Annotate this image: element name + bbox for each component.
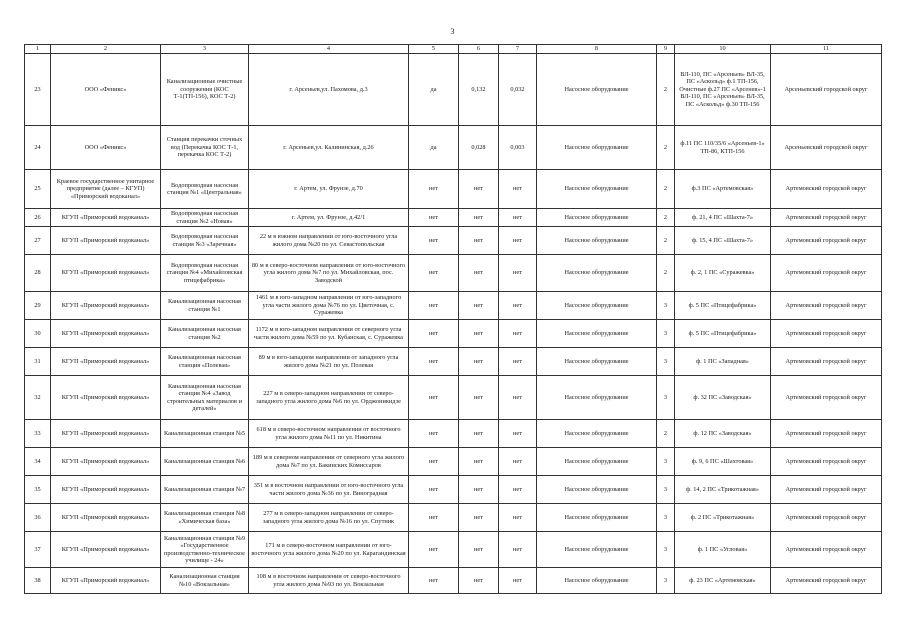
power-supply: ф. 32 ПС «Заводская» [675, 376, 771, 420]
flag-value: нет [409, 348, 459, 376]
flag-value: нет [409, 448, 459, 476]
municipal-district: Артемовский городской округ [771, 348, 882, 376]
flag-value: нет [409, 420, 459, 448]
flag-value: нет [409, 170, 459, 209]
value-b: 0,003 [499, 126, 537, 170]
facility-address: 1172 м в юго-западном направлении от северного угла части жилого дома №59 по ул. Кубанская, с. Суражевка [249, 320, 409, 348]
row-number: 27 [25, 227, 51, 255]
value-a: нет [459, 320, 499, 348]
category: 3 [657, 476, 675, 504]
value-a: нет [459, 376, 499, 420]
category: 3 [657, 320, 675, 348]
row-number: 29 [25, 292, 51, 320]
equipment-type: Насосное оборудование [537, 376, 657, 420]
organization-name: КГУП «Приморский водоканал» [51, 420, 161, 448]
organization-name: ООО «Феникс» [51, 54, 161, 126]
facility-name: Канализационная станция №5 [161, 420, 249, 448]
value-b: нет [499, 504, 537, 532]
facility-address: 1461 м в юго-западном направлении от юго-западного угла части жилого дома №76 по ул. Цветочная, с. Суражевка [249, 292, 409, 320]
table-row [25, 376, 882, 420]
facility-address: 22 м в южном направлении от юго-восточного угла жилого дома №20 по ул. Севастопольская [249, 227, 409, 255]
equipment-type: Насосное оборудование [537, 476, 657, 504]
facility-name: Канализационная станция №8 «Химическая база» [161, 504, 249, 532]
column-number: 8 [537, 45, 657, 54]
column-number: 3 [161, 45, 249, 54]
category: 2 [657, 420, 675, 448]
flag-value: нет [409, 227, 459, 255]
equipment-type: Насосное оборудование [537, 320, 657, 348]
category: 2 [657, 54, 675, 126]
value-b: нет [499, 568, 537, 594]
municipal-district: Артемовский городской округ [771, 320, 882, 348]
municipal-district: Артемовский городской округ [771, 476, 882, 504]
value-a: нет [459, 476, 499, 504]
facility-name: Станция перекачки сточных вод (Перекачка КОС Т-1, перекачка КОС Т-2) [161, 126, 249, 170]
facility-name: Канализационная станция №6 [161, 448, 249, 476]
municipal-district: Арсеньевский городской округ [771, 126, 882, 170]
organization-name: КГУП «Приморский водоканал» [51, 292, 161, 320]
category: 2 [657, 209, 675, 227]
value-b: нет [499, 292, 537, 320]
organization-name: КГУП «Приморский водоканал» [51, 227, 161, 255]
power-supply: ВЛ-110, ПС «Арсеньев» ВЛ-35, ПС «Аскольд» ф.1 ТП-156, Очистные ф.27 ПС «Арсенев»-1 ВЛ-110, ПС «Арсеньев» ВЛ-35, ПС «Аскольд» ф.30 ТП-156 [675, 54, 771, 126]
value-a: 0,028 [459, 126, 499, 170]
category: 3 [657, 348, 675, 376]
municipal-district: Артемовский городской округ [771, 170, 882, 209]
municipal-district: Артемовский городской округ [771, 376, 882, 420]
organization-name: КГУП «Приморский водоканал» [51, 376, 161, 420]
category: 3 [657, 376, 675, 420]
facility-name: Канализационная станция №7 [161, 476, 249, 504]
row-number: 26 [25, 209, 51, 227]
power-supply: ф.11 ПС 110/35/6 «Арсеньев-1» ТП-86, КТП-156 [675, 126, 771, 170]
row-number: 32 [25, 376, 51, 420]
table-row [25, 448, 882, 476]
facility-name: Канализационная насосная станция №4 «Завод строительных материалов и деталей» [161, 376, 249, 420]
organization-name: КГУП «Приморский водоканал» [51, 476, 161, 504]
flag-value: нет [409, 532, 459, 568]
power-supply: ф. 5 ПС «Птицефабрика» [675, 292, 771, 320]
value-a: нет [459, 448, 499, 476]
value-a: нет [459, 532, 499, 568]
equipment-type: Насосное оборудование [537, 420, 657, 448]
municipal-district: Артемовский городской округ [771, 448, 882, 476]
equipment-type: Насосное оборудование [537, 292, 657, 320]
facility-address: г. Артем, ул. Фрунзе, д.70 [249, 170, 409, 209]
value-b: нет [499, 255, 537, 292]
equipment-type: Насосное оборудование [537, 448, 657, 476]
power-supply: ф. 9, 6 ПС «Шахтовая» [675, 448, 771, 476]
table-row [25, 54, 882, 126]
organization-name: КГУП «Приморский водоканал» [51, 320, 161, 348]
table-row [25, 255, 882, 292]
flag-value: нет [409, 209, 459, 227]
value-a: нет [459, 227, 499, 255]
facility-name: Канализационная насосная станция №2 [161, 320, 249, 348]
value-b: нет [499, 376, 537, 420]
facility-address: 618 м в северо-восточном направлении от восточного угла жилого дома №11 по ул. Никитина [249, 420, 409, 448]
facility-name: Водопроводная насосная станция №4 «Михайловская птицефабрика» [161, 255, 249, 292]
row-number: 37 [25, 532, 51, 568]
organization-name: КГУП «Приморский водоканал» [51, 568, 161, 594]
category: 3 [657, 532, 675, 568]
table-row [25, 126, 882, 170]
row-number: 23 [25, 54, 51, 126]
table-row [25, 209, 882, 227]
table-row [25, 568, 882, 594]
power-supply: ф. 23 ПС «Артемовская» [675, 568, 771, 594]
column-number: 1 [25, 45, 51, 54]
value-a: нет [459, 420, 499, 448]
table-row [25, 227, 882, 255]
flag-value: нет [409, 568, 459, 594]
category: 2 [657, 170, 675, 209]
municipal-district: Артемовский городской округ [771, 504, 882, 532]
organization-name: КГУП «Приморский водоканал» [51, 504, 161, 532]
power-supply: ф. 5 ПС «Птицефабрика» [675, 320, 771, 348]
organization-name: КГУП «Приморский водоканал» [51, 448, 161, 476]
row-number: 35 [25, 476, 51, 504]
facility-name: Канализационная насосная станция «Полевая» [161, 348, 249, 376]
facility-address: 227 м в северо-западном направлении от северо-западного угла жилого дома №6 по ул. Орджоникидзе [249, 376, 409, 420]
row-number: 31 [25, 348, 51, 376]
facility-name: Канализационная станция №10 «Вокзальная» [161, 568, 249, 594]
equipment-type: Насосное оборудование [537, 255, 657, 292]
value-a: нет [459, 292, 499, 320]
value-b: нет [499, 170, 537, 209]
organization-name: КГУП «Приморский водоканал» [51, 532, 161, 568]
municipal-district: Артемовский городской округ [771, 209, 882, 227]
row-number: 38 [25, 568, 51, 594]
facility-address: 189 м в северном направлении от северного угла жилого дома №7 по ул. Бакинских Комиссаров [249, 448, 409, 476]
category: 3 [657, 292, 675, 320]
table-row [25, 476, 882, 504]
organization-name: КГУП «Приморский водоканал» [51, 209, 161, 227]
category: 2 [657, 227, 675, 255]
flag-value: нет [409, 504, 459, 532]
column-number: 10 [675, 45, 771, 54]
municipal-district: Артемовский городской округ [771, 292, 882, 320]
municipal-district: Артемовский городской округ [771, 420, 882, 448]
value-a: 0,132 [459, 54, 499, 126]
flag-value: да [409, 126, 459, 170]
municipal-district: Артемовский городской округ [771, 227, 882, 255]
power-supply: ф. 2, 1 ПС «Суражевка» [675, 255, 771, 292]
value-b: нет [499, 227, 537, 255]
facility-name: Канализационные очистные сооружения (КОС Т-1(ТП-156), КОС Т-2) [161, 54, 249, 126]
value-a: нет [459, 209, 499, 227]
value-a: нет [459, 348, 499, 376]
power-supply: ф. 1 ПС «Западная» [675, 348, 771, 376]
municipal-district: Артемовский городской округ [771, 255, 882, 292]
table-row [25, 420, 882, 448]
facility-address: 80 м в северо-восточном направлении от юго-восточного угла жилого дома №7 по ул. Михайловская, пос. Заводской [249, 255, 409, 292]
table-row [25, 532, 882, 568]
facility-name: Водопроводная насосная станция №2 «Новая» [161, 209, 249, 227]
flag-value: да [409, 54, 459, 126]
column-number: 9 [657, 45, 675, 54]
category: 2 [657, 255, 675, 292]
column-number: 2 [51, 45, 161, 54]
flag-value: нет [409, 476, 459, 504]
row-number: 30 [25, 320, 51, 348]
equipment-type: Насосное оборудование [537, 227, 657, 255]
value-a: нет [459, 504, 499, 532]
value-a: нет [459, 568, 499, 594]
value-b: нет [499, 420, 537, 448]
facility-address: 108 м в восточном направлении от северо-восточного угла жилого дома №93 по ул. Вокзальная [249, 568, 409, 594]
equipment-type: Насосное оборудование [537, 170, 657, 209]
row-number: 24 [25, 126, 51, 170]
column-number: 6 [459, 45, 499, 54]
facility-address: г. Артем, ул. Фрунзе, д.42/1 [249, 209, 409, 227]
municipal-district: Артемовский городской округ [771, 568, 882, 594]
equipment-type: Насосное оборудование [537, 54, 657, 126]
value-b: нет [499, 532, 537, 568]
equipment-type: Насосное оборудование [537, 568, 657, 594]
power-supply: ф. 15, 4 ПС «Шахта-7» [675, 227, 771, 255]
flag-value: нет [409, 255, 459, 292]
value-b: 0,032 [499, 54, 537, 126]
flag-value: нет [409, 376, 459, 420]
value-b: нет [499, 448, 537, 476]
column-number: 5 [409, 45, 459, 54]
equipment-type: Насосное оборудование [537, 348, 657, 376]
power-supply: ф. 2 ПС «Трикотажная» [675, 504, 771, 532]
table-row [25, 504, 882, 532]
value-b: нет [499, 209, 537, 227]
facility-name: Канализационная станция №9 «Государственное производственно-техническое училище - 24» [161, 532, 249, 568]
facility-name: Водопроводная насосная станция №1 «Центральная» [161, 170, 249, 209]
row-number: 33 [25, 420, 51, 448]
value-b: нет [499, 320, 537, 348]
equipment-type: Насосное оборудование [537, 504, 657, 532]
flag-value: нет [409, 292, 459, 320]
value-b: нет [499, 348, 537, 376]
facility-address: г. Арсеньев,ул. Пахомова, д.3 [249, 54, 409, 126]
power-supply: ф.3 ПС «Артемовская» [675, 170, 771, 209]
municipal-district: Арсеньевский городской округ [771, 54, 882, 126]
column-number: 11 [771, 45, 882, 54]
value-a: нет [459, 170, 499, 209]
municipal-district: Артемовский городской округ [771, 532, 882, 568]
power-supply: ф. 14, 2 ПС «Трикотажная» [675, 476, 771, 504]
facility-name: Канализационная насосная станция №1 [161, 292, 249, 320]
facility-address: 89 м в юго-западном направлении от западного угла жилого дома №21 по ул. Полевая [249, 348, 409, 376]
facilities-table [24, 44, 882, 594]
organization-name: КГУП «Приморский водоканал» [51, 348, 161, 376]
facility-address: 171 м в северо-восточном направлении от юго-восточного угла жилого дома №20 по ул. Карагандинская [249, 532, 409, 568]
equipment-type: Насосное оборудование [537, 209, 657, 227]
facility-name: Водопроводная насосная станция №3 «Заречная» [161, 227, 249, 255]
row-number: 28 [25, 255, 51, 292]
table-row [25, 292, 882, 320]
organization-name: КГУП «Приморский водоканал» [51, 255, 161, 292]
category: 3 [657, 568, 675, 594]
value-b: нет [499, 476, 537, 504]
facility-address: 277 м в северо-западном направлении от северо-западного угла жилого дома №16 по ул. Спутник [249, 504, 409, 532]
table-body [25, 45, 882, 594]
category: 3 [657, 504, 675, 532]
value-a: нет [459, 255, 499, 292]
equipment-type: Насосное оборудование [537, 126, 657, 170]
table-row [25, 348, 882, 376]
organization-name: Краевое государственное унитарное предприятие (далее – КГУП) «Приморский водоканал» [51, 170, 161, 209]
category: 2 [657, 126, 675, 170]
table-row [25, 170, 882, 209]
category: 3 [657, 448, 675, 476]
table-row [25, 320, 882, 348]
facility-address: г. Арсеньев,ул. Калининская, д.26 [249, 126, 409, 170]
page-number: 3 [450, 27, 455, 36]
power-supply: ф. 21, 4 ПС «Шахта-7» [675, 209, 771, 227]
row-number: 36 [25, 504, 51, 532]
row-number: 25 [25, 170, 51, 209]
flag-value: нет [409, 320, 459, 348]
row-number: 34 [25, 448, 51, 476]
facility-address: 351 м в восточном направлении от юго-восточного угла части жилого дома №36 по ул. Виноградная [249, 476, 409, 504]
header-row [25, 45, 882, 54]
column-number: 4 [249, 45, 409, 54]
equipment-type: Насосное оборудование [537, 532, 657, 568]
organization-name: ООО «Феникс» [51, 126, 161, 170]
power-supply: ф. 12 ПС «Заводская» [675, 420, 771, 448]
power-supply: ф. 1 ПС «Угловая» [675, 532, 771, 568]
column-number: 7 [499, 45, 537, 54]
